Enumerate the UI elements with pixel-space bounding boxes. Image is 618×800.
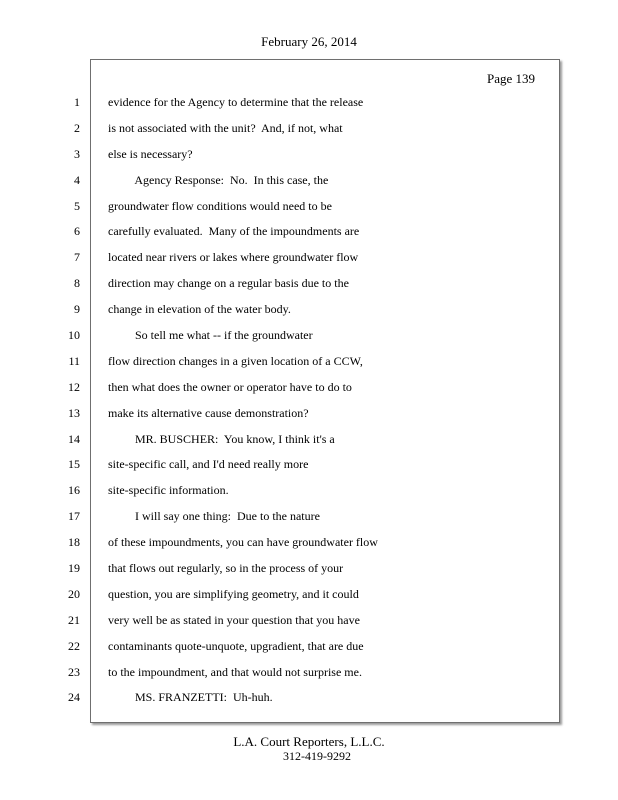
line-text: make its alternative cause demonstration?: [108, 405, 309, 420]
transcript-line: [0, 168, 618, 194]
transcript-line: [0, 116, 618, 142]
line-text: is not associated with the unit? And, if not, what: [108, 120, 343, 135]
transcript-line: [0, 452, 618, 478]
footer-firm-name: L.A. Court Reporters, L.L.C.: [233, 734, 385, 749]
line-number: 12: [68, 379, 80, 394]
transcript-line: [0, 271, 618, 297]
transcript-line: [0, 660, 618, 686]
footer-phone: 312-419-9292: [283, 749, 351, 763]
transcript-date: February 26, 2014: [261, 34, 357, 49]
line-text: I will say one thing: Due to the nature: [108, 509, 320, 524]
line-text: located near rivers or lakes where groundwater flow: [108, 250, 359, 265]
transcript-line: [0, 582, 618, 608]
line-number: 18: [68, 535, 80, 550]
line-number: 8: [74, 276, 80, 291]
line-text: very well be as stated in your question that you have: [108, 612, 360, 627]
line-text: then what does the owner or operator have to do to: [108, 379, 352, 394]
line-number: 10: [68, 328, 80, 343]
line-text: that flows out regularly, so in the process of your: [108, 561, 344, 576]
line-number: 5: [74, 198, 80, 213]
line-text: to the impoundment, and that would not surprise me.: [108, 664, 362, 679]
line-text: carefully evaluated. Many of the impoundments are: [108, 224, 360, 239]
line-text: site-specific call, and I'd need really more: [108, 457, 309, 472]
transcript-line: [0, 142, 618, 168]
line-number: 1: [74, 95, 80, 109]
line-number: 13: [68, 405, 80, 420]
transcript-line: [0, 219, 618, 245]
line-text: else is necessary?: [108, 146, 193, 161]
line-number: 15: [68, 457, 80, 472]
line-number: 3: [74, 146, 80, 161]
line-number: 21: [68, 612, 80, 627]
line-number: 24: [68, 690, 80, 705]
transcript-line: [0, 323, 618, 349]
line-text: So tell me what -- if the groundwater: [108, 328, 313, 343]
line-number: 23: [68, 664, 80, 679]
transcript-line: [0, 556, 618, 582]
line-text: site-specific information.: [108, 483, 229, 498]
line-text: contaminants quote-unquote, upgradient, that are due: [108, 638, 364, 653]
transcript-line: [0, 478, 618, 504]
line-number: 17: [68, 509, 80, 524]
line-text: MS. FRANZETTI: Uh-huh.: [108, 690, 273, 705]
line-text: Agency Response: No. In this case, the: [108, 172, 329, 187]
line-text: change in elevation of the water body.: [108, 302, 291, 317]
transcript-line: [0, 504, 618, 530]
transcript-line: [0, 401, 618, 427]
line-number: 7: [74, 250, 80, 265]
line-number: 14: [68, 431, 80, 446]
transcript-line: [0, 608, 618, 634]
line-number: 4: [74, 172, 80, 187]
line-number: 20: [68, 586, 80, 601]
line-number: 6: [74, 224, 80, 239]
transcript-line: [0, 530, 618, 556]
line-text: MR. BUSCHER: You know, I think it's a: [108, 431, 335, 446]
line-text: direction may change on a regular basis due to the: [108, 276, 349, 291]
line-text: of these impoundments, you can have groundwater flow: [108, 535, 378, 550]
line-text: evidence for the Agency to determine that the release: [108, 95, 364, 109]
line-number: 9: [74, 302, 80, 317]
transcript-line: [0, 297, 618, 323]
transcript-line: [0, 685, 618, 711]
transcript-lines: [0, 90, 618, 711]
transcript-line: [0, 634, 618, 660]
line-text: question, you are simplifying geometry, and it could: [108, 586, 359, 601]
line-number: 2: [74, 120, 80, 135]
line-text: flow direction changes in a given location of a CCW,: [108, 353, 363, 368]
page-number: Page 139: [486, 71, 535, 86]
transcript-line: [0, 349, 618, 375]
line-number: 11: [68, 353, 80, 368]
line-text: groundwater flow conditions would need to be: [108, 198, 332, 213]
line-number: 19: [68, 561, 80, 576]
transcript-line: [0, 427, 618, 453]
transcript-line: [0, 245, 618, 271]
line-number: 16: [68, 483, 80, 498]
transcript-line: [0, 90, 618, 116]
transcript-line: [0, 194, 618, 220]
transcript-line: [0, 375, 618, 401]
line-number: 22: [68, 638, 80, 653]
